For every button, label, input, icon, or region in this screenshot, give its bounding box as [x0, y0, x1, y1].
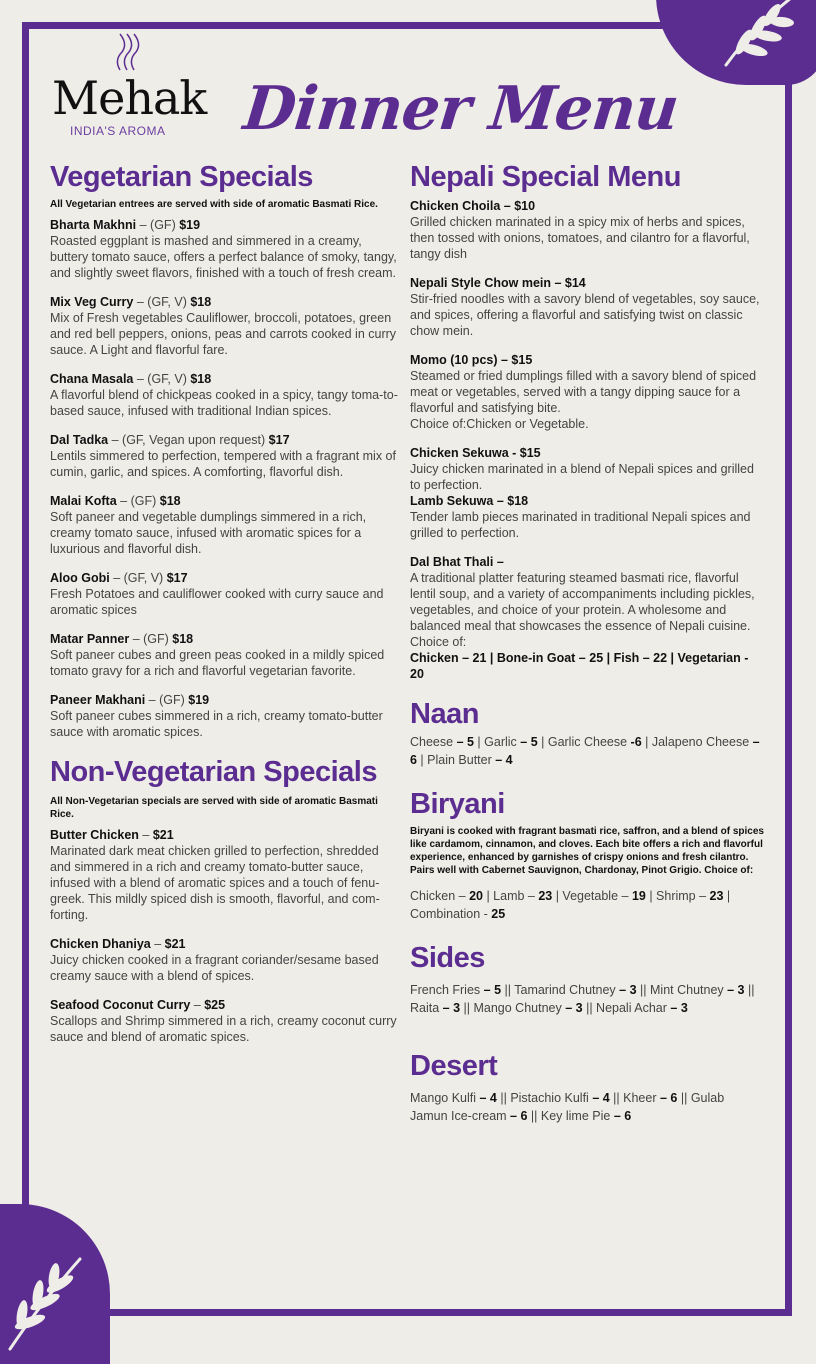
item-tags: – (GF, V) [136, 372, 187, 386]
biryani-list [410, 887, 765, 923]
item-tags: – (GF) [120, 494, 157, 508]
menu-item [50, 936, 402, 984]
leaf-icon [706, 0, 806, 70]
biryani-heading: Biryani [410, 788, 505, 820]
vegetarian-items [50, 217, 402, 740]
side-price: – 5 [483, 983, 502, 997]
biryani-item: | Shrimp – [645, 889, 710, 903]
menu-item [410, 198, 765, 262]
item-description: Mix of Fresh vegetables Cauliflower, broccoli, potatoes, green and red bell peppers, onions, peas and carrots cooked in curry sauce. A Light and flavorful fare. [50, 311, 397, 357]
naan-price: -6 [630, 735, 642, 749]
item-price: $18 [159, 494, 181, 508]
leaf-icon [0, 1244, 100, 1354]
logo-name: Mehak [52, 71, 207, 125]
menu-item [50, 997, 402, 1045]
biryani-item: | Vegetable – [552, 889, 632, 903]
desert-item: || Pistachio Kulfi [496, 1091, 593, 1105]
item-price: $19 [179, 218, 201, 232]
side-item: French Fries [410, 983, 484, 997]
side-price: – 3 [619, 983, 637, 997]
item-price: $25 [204, 998, 226, 1012]
item-description: A flavorful blend of chickpeas cooked in a spicy, tangy toma-to-based sauce, infused with traditional Indian spices. [50, 388, 398, 418]
aroma-icon [112, 32, 142, 72]
item-description: Marinated dark meat chicken grilled to perfection, shredded and simmered in a rich and creamy tomato-butter sauce, infused with a blend of aromatic spices and a touch of fenu-greek. This mildly spiced dish is smooth, flavorful, and com-forting. [50, 844, 380, 922]
biryani-item: | Lamb – [482, 889, 539, 903]
item-description: Soft paneer and vegetable dumplings simmered in a rich, creamy tomato sauce, infused with aromatic spices for a luxurious and flavorful dish. [50, 510, 367, 556]
menu-item [50, 493, 402, 557]
biryani-item: Chicken – [410, 889, 470, 903]
page-title: Dinner Menu [240, 74, 682, 144]
side-item: || Nepali Achar [582, 1001, 671, 1015]
item-name: Paneer Makhani [50, 693, 146, 707]
item-description: Soft paneer cubes and green peas cooked in a mildly spiced tomato gravy for a rich and flavorful vegetarian favorite. [50, 648, 385, 678]
item-name: Matar Panner [50, 632, 130, 646]
menu-item [50, 827, 402, 923]
naan-price: – 5 [520, 735, 538, 749]
menu-item [50, 631, 402, 679]
item-choice: Choice of:Chicken or Vegetable. [410, 417, 589, 431]
logo-tagline: INDIA'S AROMA [70, 124, 166, 138]
item-tags: – (GF, V) [113, 571, 164, 585]
biryani-item: | Combination - [410, 889, 731, 921]
side-item: || Tamarind Chutney [501, 983, 620, 997]
menu-item [50, 692, 402, 740]
item-name: Bharta Makhni [50, 218, 137, 232]
item-tags: – (GF, Vegan upon request) [111, 433, 266, 447]
biryani-price: 23 [538, 889, 553, 903]
biryani-price: 20 [469, 889, 483, 903]
item-tags: – [154, 937, 162, 951]
item-price: $19 [188, 693, 210, 707]
item-tags: – (GF) [132, 632, 169, 646]
naan-item: | Garlic Cheese [537, 735, 631, 749]
item-description: A traditional platter featuring steamed basmati rice, flavorful lentil soup, and a variety of accompaniments including pickles, vegetables, and choice of your protein. A wholesome and balanced meal that showcases the essence of Nepali cuisine. [410, 571, 755, 633]
naan-item: | Jalapeno Cheese [641, 735, 753, 749]
biryani-price: 23 [709, 889, 724, 903]
item-price: $17 [166, 571, 188, 585]
item-tags: – [142, 828, 150, 842]
naan-price: – 5 [456, 735, 474, 749]
desert-price: – 4 [479, 1091, 497, 1105]
item-name: Momo (10 pcs) – $15 [410, 353, 533, 367]
side-item: || Mint Chutney [636, 983, 728, 997]
item-choice: Choice of: [410, 635, 467, 649]
item-name: Dal Tadka [50, 433, 109, 447]
biryani-note: Biryani is cooked with fragrant basmati rice, saffron, and a blend of spices like cardamom, cinnamon, and cloves. Each bite offers a rich and flavorful experience, enhanced by garnishes of crispy onions and fresh cilantro. Pairs well with Cabernet Sauvignon, Chardonay, Pinot Grigio. Choice of: [410, 826, 764, 876]
desert-item: || Kheer [609, 1091, 660, 1105]
desert-heading: Desert [410, 1050, 498, 1082]
item-description: Steamed or fried dumplings filled with a savory blend of spiced meat or vegetables, served with a tangy dipping sauce for a flavorful and satisfying bite. [410, 369, 757, 415]
naan-item: Cheese [410, 735, 457, 749]
nepali-items [410, 198, 765, 432]
naan-price: – 6 [410, 735, 760, 767]
naan-item: | Plain Butter [416, 753, 496, 767]
item-name: Lamb Sekuwa – $18 [410, 494, 529, 508]
item-description: Juicy chicken cooked in a fragrant coriander/sesame based creamy sauce with a blend of spices. [50, 953, 379, 983]
sides-heading: Sides [410, 942, 485, 974]
item-name: Mix Veg Curry [50, 295, 134, 309]
item-price: $21 [152, 828, 174, 842]
desert-price: – 6 [613, 1109, 632, 1123]
menu-item [50, 371, 402, 419]
biryani-price: 25 [491, 907, 506, 921]
menu-item [410, 445, 765, 493]
item-price: $18 [190, 372, 212, 386]
item-tags: – (GF) [139, 218, 176, 232]
item-description: Scallops and Shrimp simmered in a rich, creamy coconut curry sauce and blend of aromatic spices. [50, 1014, 397, 1044]
item-tags: – [193, 998, 201, 1012]
menu-item [410, 352, 765, 432]
menu-item [410, 275, 765, 339]
item-price: $21 [164, 937, 186, 951]
item-description: Tender lamb pieces marinated in traditional Nepali spices and grilled to perfection. [410, 510, 751, 540]
side-price: – 3 [565, 1001, 583, 1015]
item-tags: – (GF) [148, 693, 185, 707]
nonveg-items [50, 827, 402, 1045]
item-name: Aloo Gobi [50, 571, 110, 585]
side-price: – 3 [670, 1001, 688, 1015]
nonveg-note: All Non-Vegetarian specials are served with side of aromatic Basmati Rice. [50, 796, 378, 820]
naan-list [410, 733, 765, 769]
item-description: Soft paneer cubes simmered in a rich, creamy tomato-butter sauce with aromatic spices. [50, 709, 383, 739]
side-item: || Raita [410, 983, 755, 1015]
desert-price: – 6 [510, 1109, 528, 1123]
biryani-price: 19 [631, 889, 646, 903]
item-name: Chicken Dhaniya [50, 937, 151, 951]
menu-item [410, 493, 765, 541]
item-tags: – (GF, V) [136, 295, 187, 309]
menu-item [410, 554, 765, 682]
side-price: – 3 [442, 1001, 461, 1015]
sides-list [410, 981, 765, 1017]
right-column [410, 158, 765, 1125]
side-item: || Mango Chutney [460, 1001, 566, 1015]
item-name: Butter Chicken [50, 828, 139, 842]
menu-item [50, 217, 402, 281]
item-name: Malai Kofta [50, 494, 117, 508]
vegetarian-heading: Vegetarian Specials [50, 161, 313, 193]
menu-item [50, 570, 402, 618]
item-description: Lentils simmered to perfection, tempered with a fragrant mix of cumin, garlic, and spices. A comforting, flavorful dish. [50, 449, 396, 479]
side-price: – 3 [727, 983, 745, 997]
desert-item: || Gulab Jamun Ice-cream [410, 1091, 725, 1123]
item-name: Nepali Style Chow mein – $14 [410, 276, 586, 290]
desert-price: – 4 [592, 1091, 610, 1105]
menu-item [50, 432, 402, 480]
item-name: Seafood Coconut Curry [50, 998, 191, 1012]
naan-heading: Naan [410, 698, 479, 730]
menu-item [50, 294, 402, 358]
item-name: Chana Masala [50, 372, 134, 386]
item-description: Stir-fried noodles with a savory blend of vegetables, soy sauce, and spices, offering a flavorful and satisfying twist on classic chow mein. [410, 292, 760, 338]
naan-price: – 4 [495, 753, 513, 767]
item-name: Chicken Sekuwa - $15 [410, 446, 541, 460]
desert-price: – 6 [659, 1091, 678, 1105]
item-name: Chicken Choila – $10 [410, 199, 536, 213]
desert-item: Mango Kulfi [410, 1091, 480, 1105]
item-price: $17 [268, 433, 290, 447]
vegetarian-note: All Vegetarian entrees are served with side of aromatic Basmati Rice. [50, 199, 378, 210]
item-options: Chicken – 21 | Bone-in Goat – 25 | Fish – 22 | Vegetarian - 20 [410, 651, 749, 681]
desert-list [410, 1089, 765, 1125]
item-name: Dal Bhat Thali – [410, 555, 504, 569]
nepali-heading: Nepali Special Menu [410, 161, 681, 193]
item-description: Grilled chicken marinated in a spicy mix of herbs and spices, then tossed with onions, tomatoes, and cilantro for a flavorful, tangy dish [410, 215, 750, 261]
desert-item: || Key lime Pie [527, 1109, 614, 1123]
item-description: Roasted eggplant is mashed and simmered in a creamy, buttery tomato sauce, offers a perfect balance of smoky, tangy, and slightly sweet flavors, finished with a touch of fresh cream. [50, 234, 397, 280]
nonveg-heading: Non-Vegetarian Specials [50, 756, 377, 788]
naan-item: | Garlic [473, 735, 521, 749]
item-price: $18 [190, 295, 212, 309]
item-price: $18 [172, 632, 194, 646]
left-column [50, 158, 402, 1058]
item-description: Fresh Potatoes and cauliflower cooked with curry sauce and aromatic spices [50, 587, 384, 617]
item-description: Juicy chicken marinated in a blend of Nepali spices and grilled to perfection. [410, 462, 754, 492]
